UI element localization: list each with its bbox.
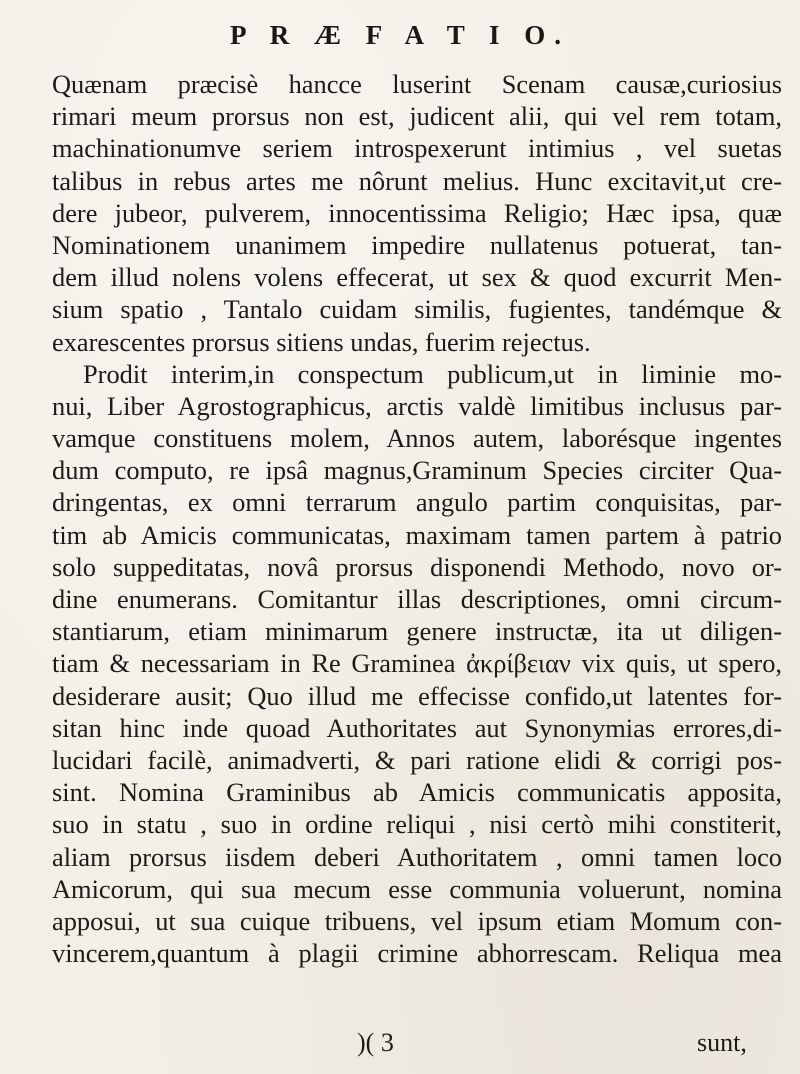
text-line: aliam prorsus iisdem deberi Authoritatem , omni tamen loco: [52, 841, 782, 872]
text-line: tiam & necessariam in Re Graminea ἀκρίβειαν vix quis, ut spero,: [52, 648, 782, 679]
text-line: dine enumerans. Comitantur illas descriptiones, omni circum-: [52, 584, 782, 614]
signature-mark: )( 3: [357, 1028, 394, 1057]
text-line: dere jubeor, pulverem, innocentissima Religio; Hæc ipsa, quæ: [52, 197, 782, 228]
text-line: suo in statu , suo in ordine reliqui , nisi certò mihi constiterit,: [52, 809, 782, 840]
text-line: talibus in rebus artes me nôrunt melius. Hunc excitavit,ut cre-: [52, 165, 782, 196]
page-header-title: P R Æ F A T I O.: [229, 20, 571, 50]
text-line: solo suppeditatas, novâ prorsus disponendi Methodo, novo or-: [52, 551, 782, 582]
text-line: vincerem,quantum à plagii crimine abhorrescam. Reliqua mea: [52, 938, 782, 969]
text-line: machinationumve seriem introspexerunt intimius , vel suetas: [52, 133, 782, 164]
text-line: apposui, ut sua cuique tribuens, vel ipsum etiam Momum con-: [52, 905, 782, 936]
text-line: dem illud nolens volens effecerat, ut sex & quod excurrit Men-: [52, 262, 782, 293]
text-line: dum computo, re ipsâ magnus,Graminum Species circiter Qua-: [52, 455, 782, 486]
text-line: exarescentes prorsus sitiens undas, fuerim rejectus.: [52, 326, 591, 357]
body-text: [52, 68, 782, 969]
text-line: desiderare ausit; Quo illud me effecisse confido,ut latentes for-: [52, 680, 782, 711]
text-line: sitan hinc inde quoad Authoritates aut Synonymias errores,di-: [52, 712, 782, 743]
text-line: Prodit interim,in conspectum publicum,ut in liminie mo-: [83, 358, 782, 389]
text-line: Nominationem unanimem impedire nullatenus potuerat, tan-: [52, 229, 782, 260]
text-line: lucidari facilè, animadverti, & pari ratione elidi & corrigi pos-: [52, 744, 782, 775]
text-line: rimari meum prorsus non est, judicent alii, qui vel rem totam,: [52, 101, 782, 132]
text-line: sint. Nomina Graminibus ab Amicis communicatis apposita,: [52, 777, 782, 808]
text-line: tim ab Amicis communicatas, maximam tamen partem à patrio: [52, 519, 782, 550]
text-line: vamque constituens molem, Annos autem, laborésque ingentes: [52, 423, 782, 454]
text-line: Amicorum, qui sua mecum esse communia voluerunt, nomina: [52, 873, 782, 904]
text-line: sium spatio , Tantalo cuidam similis, fugientes, tandémque &: [52, 294, 782, 325]
text-line: dringentas, ex omni terrarum angulo partim conquisitas, par-: [52, 487, 782, 518]
text-line: stantiarum, etiam minimarum genere instructæ, ita ut diligen-: [52, 616, 782, 647]
catchword: sunt,: [697, 1028, 747, 1057]
text-line: nui, Liber Agrostographicus, arctis valdè limitibus inclusus par-: [52, 390, 782, 421]
text-line: Quænam præcisè hancce luserint Scenam causæ,curiosius: [52, 69, 782, 99]
